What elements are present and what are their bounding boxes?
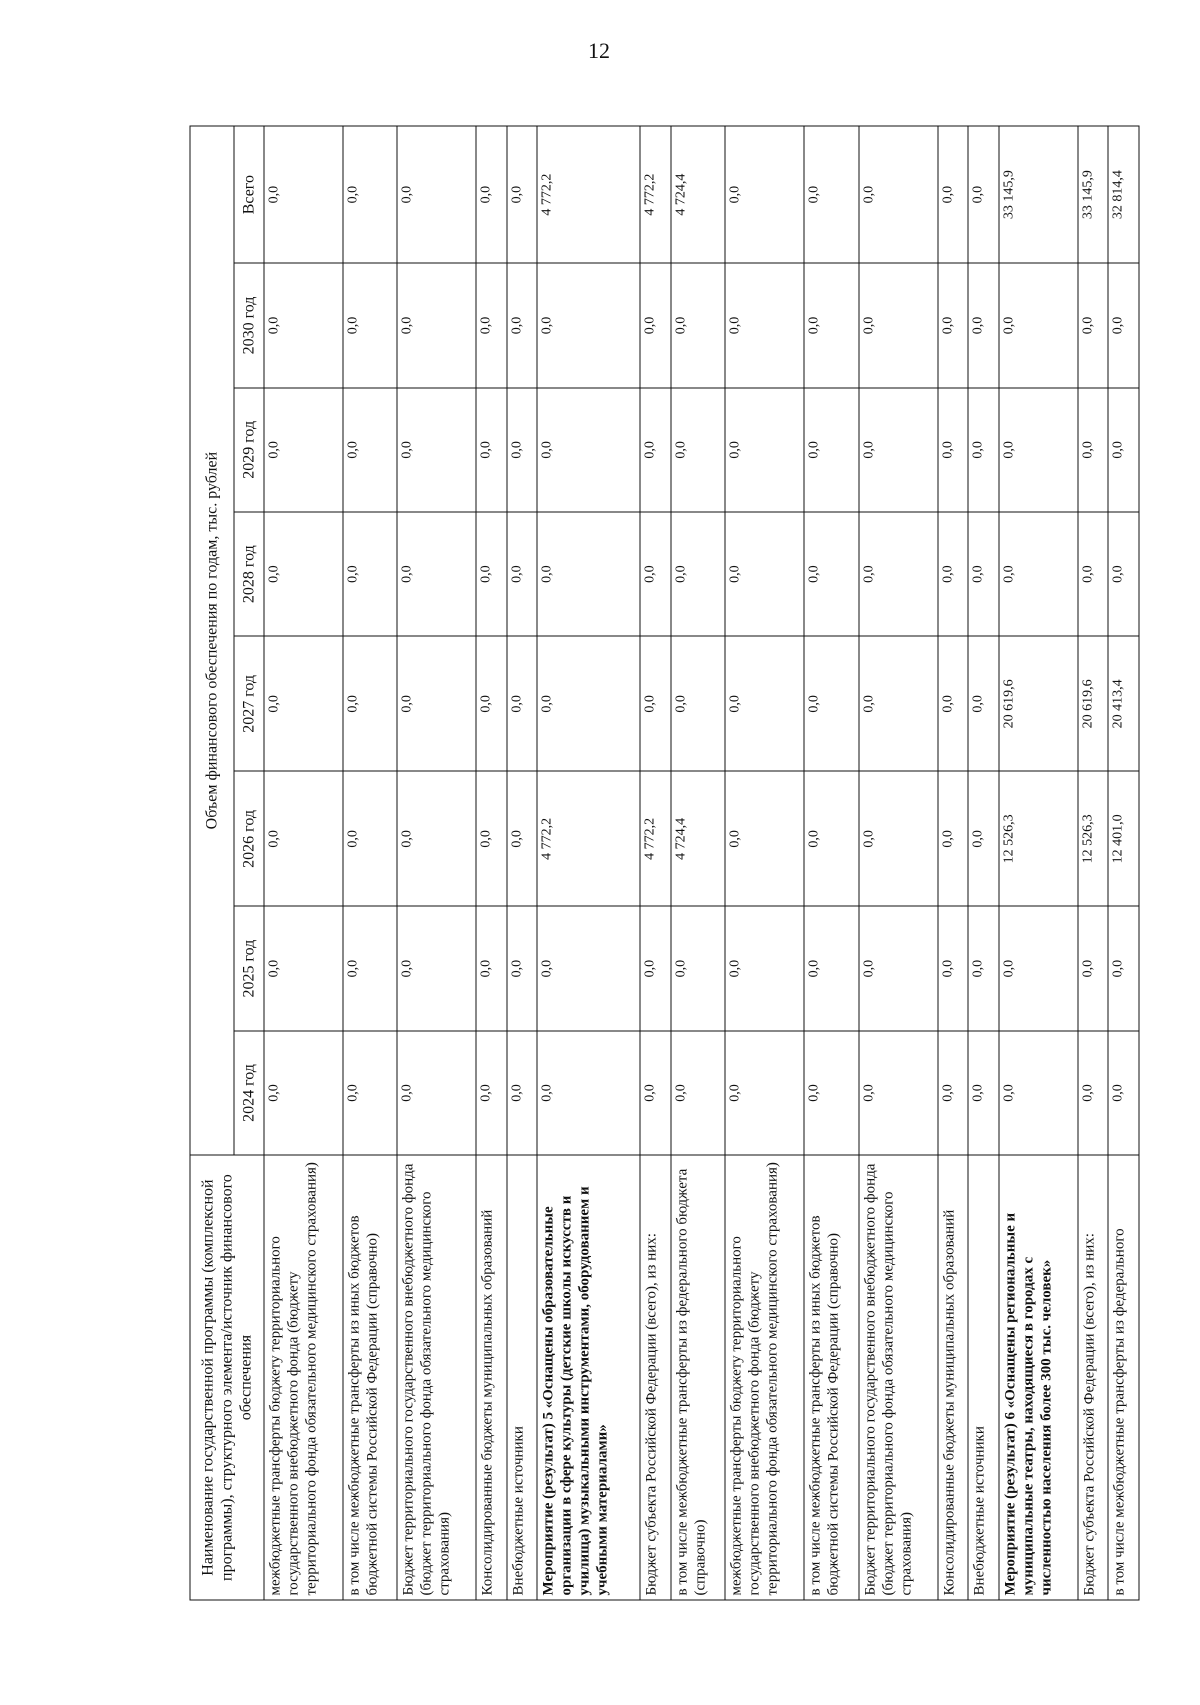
row-value: 0,0 xyxy=(397,906,476,1030)
row-value: 0,0 xyxy=(264,512,343,636)
row-value: 0,0 xyxy=(859,636,938,771)
row-value: 0,0 xyxy=(859,512,938,636)
row-label: Мероприятие (результат) 5 «Оснащены образовательные организации в сфере культуры (детские школы искусств и училища) музыкальными инструментами, оборудованием и учебными материалами» xyxy=(537,1155,640,1600)
row-value: 0,0 xyxy=(343,263,398,387)
row-value: 0,0 xyxy=(476,388,507,512)
row-value: 0,0 xyxy=(859,771,938,906)
row-value: 0,0 xyxy=(999,263,1078,387)
row-value: 0,0 xyxy=(725,636,804,771)
row-value: 12 401,0 xyxy=(1108,771,1139,906)
row-value: 0,0 xyxy=(537,263,640,387)
row-value: 0,0 xyxy=(264,636,343,771)
row-value: 0,0 xyxy=(804,126,859,263)
row-value: 0,0 xyxy=(725,906,804,1030)
row-label: Бюджет субъекта Российской Федерации (всего), из них: xyxy=(640,1155,671,1600)
row-value: 0,0 xyxy=(938,512,969,636)
row-value: 0,0 xyxy=(804,636,859,771)
row-value: 0,0 xyxy=(968,771,999,906)
header-year-4: 2028 год xyxy=(234,512,264,636)
row-value: 0,0 xyxy=(938,388,969,512)
row-value: 20 619,6 xyxy=(1078,636,1109,771)
row-value: 0,0 xyxy=(1108,906,1139,1030)
row-value: 0,0 xyxy=(1108,512,1139,636)
row-label: Бюджет территориального государственного внебюджетного фонда (бюджет территориального фонда обязательного медицинского страхования) xyxy=(397,1155,476,1600)
row-value: 0,0 xyxy=(859,126,938,263)
row-label: Внебюджетные источники xyxy=(968,1155,999,1600)
row-value: 0,0 xyxy=(938,636,969,771)
row-label: Бюджет субъекта Российской Федерации (всего), из них: xyxy=(1078,1155,1109,1600)
row-value: 0,0 xyxy=(968,906,999,1030)
row-value: 0,0 xyxy=(343,1031,398,1155)
row-value: 0,0 xyxy=(671,388,726,512)
row-value: 0,0 xyxy=(476,906,507,1030)
row-value: 0,0 xyxy=(804,1031,859,1155)
row-value: 0,0 xyxy=(264,771,343,906)
row-value: 0,0 xyxy=(999,388,1078,512)
row-value: 0,0 xyxy=(537,636,640,771)
table-row xyxy=(507,126,538,1600)
row-value: 0,0 xyxy=(804,512,859,636)
row-value: 0,0 xyxy=(1078,512,1109,636)
row-value: 0,0 xyxy=(968,263,999,387)
row-value: 0,0 xyxy=(999,512,1078,636)
row-value: 0,0 xyxy=(507,126,538,263)
row-value: 0,0 xyxy=(264,1031,343,1155)
row-value: 0,0 xyxy=(859,1031,938,1155)
row-value: 0,0 xyxy=(264,126,343,263)
row-value: 0,0 xyxy=(343,388,398,512)
row-label: в том числе межбюджетные трансферты из иных бюджетов бюджетной системы Российской Федерации (справочно) xyxy=(804,1155,859,1600)
row-value: 0,0 xyxy=(507,906,538,1030)
row-value: 4 772,2 xyxy=(640,126,671,263)
table-row xyxy=(397,126,476,1600)
header-year-3: 2027 год xyxy=(234,636,264,771)
table-row xyxy=(537,126,640,1600)
row-value: 0,0 xyxy=(640,388,671,512)
row-value: 0,0 xyxy=(640,636,671,771)
header-volume-title: Объем финансового обеспечения по годам, тыс. рублей xyxy=(190,126,234,1155)
row-value: 0,0 xyxy=(938,906,969,1030)
row-value: 0,0 xyxy=(725,388,804,512)
page-number: 12 xyxy=(588,38,610,63)
row-value: 0,0 xyxy=(343,771,398,906)
header-year-2: 2026 год xyxy=(234,771,264,906)
row-value: 0,0 xyxy=(537,1031,640,1155)
financing-table-frame xyxy=(190,126,1140,1601)
row-value: 0,0 xyxy=(640,906,671,1030)
row-value: 33 145,9 xyxy=(1078,126,1109,263)
row-label: межбюджетные трансферты бюджету территориального государственного внебюджетного фонда (бюджету территориального фонда обязательного медицинского страхования) xyxy=(264,1155,343,1600)
header-year-5: 2029 год xyxy=(234,388,264,512)
row-value: 0,0 xyxy=(507,1031,538,1155)
row-value: 4 772,2 xyxy=(640,771,671,906)
row-value: 0,0 xyxy=(640,263,671,387)
row-label: в том числе межбюджетные трансферты из федерального xyxy=(1108,1155,1139,1600)
row-value: 4 724,4 xyxy=(671,126,726,263)
row-value: 0,0 xyxy=(968,512,999,636)
row-value: 0,0 xyxy=(507,388,538,512)
row-value: 0,0 xyxy=(343,906,398,1030)
row-label: межбюджетные трансферты бюджету территориального государственного внебюджетного фонда (бюджету территориального фонда обязательного медицинского страхования) xyxy=(725,1155,804,1600)
row-value: 0,0 xyxy=(640,1031,671,1155)
row-value: 0,0 xyxy=(343,126,398,263)
row-value: 0,0 xyxy=(397,771,476,906)
row-value: 0,0 xyxy=(1108,388,1139,512)
row-value: 0,0 xyxy=(476,263,507,387)
row-value: 20 413,4 xyxy=(1108,636,1139,771)
row-value: 0,0 xyxy=(537,388,640,512)
table-row xyxy=(640,126,671,1600)
table-row xyxy=(671,126,726,1600)
header-year-6: 2030 год xyxy=(234,263,264,387)
header-year-7: Всего xyxy=(234,126,264,263)
financing-table xyxy=(190,126,1140,1601)
row-value: 0,0 xyxy=(725,512,804,636)
row-value: 0,0 xyxy=(264,263,343,387)
row-value: 0,0 xyxy=(968,1031,999,1155)
table-row xyxy=(1078,126,1109,1600)
row-value: 20 619,6 xyxy=(999,636,1078,771)
row-value: 0,0 xyxy=(804,771,859,906)
row-label: Консолидированные бюджеты муниципальных образований xyxy=(476,1155,507,1600)
table-row xyxy=(968,126,999,1600)
row-value: 0,0 xyxy=(476,126,507,263)
row-value: 0,0 xyxy=(725,126,804,263)
row-value: 0,0 xyxy=(725,1031,804,1155)
row-value: 32 814,4 xyxy=(1108,126,1139,263)
row-value: 0,0 xyxy=(938,263,969,387)
row-value: 0,0 xyxy=(537,906,640,1030)
table-row xyxy=(725,126,804,1600)
row-value: 0,0 xyxy=(804,263,859,387)
table-row xyxy=(859,126,938,1600)
table-row xyxy=(804,126,859,1600)
row-value: 4 724,4 xyxy=(671,771,726,906)
row-value: 0,0 xyxy=(507,636,538,771)
header-name-column: Наименование государственной программы (комплексной программы), структурного элемента/источник финансового обеспечения xyxy=(190,1155,264,1600)
row-value: 0,0 xyxy=(725,771,804,906)
row-value: 0,0 xyxy=(343,512,398,636)
row-value: 0,0 xyxy=(1078,388,1109,512)
row-value: 0,0 xyxy=(1078,1031,1109,1155)
row-value: 0,0 xyxy=(397,636,476,771)
row-value: 0,0 xyxy=(671,636,726,771)
row-value: 0,0 xyxy=(507,263,538,387)
row-value: 0,0 xyxy=(671,906,726,1030)
row-label: в том числе межбюджетные трансферты из иных бюджетов бюджетной системы Российской Федерации (справочно) xyxy=(343,1155,398,1600)
row-value: 0,0 xyxy=(476,512,507,636)
row-value: 0,0 xyxy=(671,512,726,636)
row-label: в том числе межбюджетные трансферты из федерального бюджета (справочно) xyxy=(671,1155,726,1600)
table-row xyxy=(938,126,969,1600)
table-row xyxy=(343,126,398,1600)
row-value: 0,0 xyxy=(804,388,859,512)
table-row xyxy=(264,126,343,1600)
row-value: 0,0 xyxy=(507,771,538,906)
row-value: 0,0 xyxy=(1078,263,1109,387)
row-value: 12 526,3 xyxy=(999,771,1078,906)
row-label: Консолидированные бюджеты муниципальных образований xyxy=(938,1155,969,1600)
row-value: 0,0 xyxy=(264,388,343,512)
row-value: 0,0 xyxy=(671,1031,726,1155)
row-value: 0,0 xyxy=(1078,906,1109,1030)
row-value: 0,0 xyxy=(476,636,507,771)
header-year-1: 2025 год xyxy=(234,906,264,1030)
row-value: 0,0 xyxy=(804,906,859,1030)
row-value: 33 145,9 xyxy=(999,126,1078,263)
row-value: 0,0 xyxy=(999,906,1078,1030)
row-value: 4 772,2 xyxy=(537,126,640,263)
row-value: 12 526,3 xyxy=(1078,771,1109,906)
row-value: 0,0 xyxy=(397,126,476,263)
row-value: 0,0 xyxy=(671,263,726,387)
table-row xyxy=(999,126,1078,1600)
row-value: 0,0 xyxy=(537,512,640,636)
row-value: 0,0 xyxy=(859,263,938,387)
row-value: 0,0 xyxy=(938,1031,969,1155)
row-label: Мероприятие (результат) 6 «Оснащены региональные и муниципальные театры, находящиеся в городах с численностью населения более 300 тыс. человек» xyxy=(999,1155,1078,1600)
row-value: 0,0 xyxy=(640,512,671,636)
row-label: Внебюджетные источники xyxy=(507,1155,538,1600)
row-value: 4 772,2 xyxy=(537,771,640,906)
row-value: 0,0 xyxy=(397,512,476,636)
row-value: 0,0 xyxy=(725,263,804,387)
row-value: 0,0 xyxy=(476,1031,507,1155)
row-label: Бюджет территориального государственного внебюджетного фонда (бюджет территориального фонда обязательного медицинского страхования) xyxy=(859,1155,938,1600)
row-value: 0,0 xyxy=(938,126,969,263)
row-value: 0,0 xyxy=(999,1031,1078,1155)
row-value: 0,0 xyxy=(264,906,343,1030)
table-row xyxy=(476,126,507,1600)
row-value: 0,0 xyxy=(968,126,999,263)
row-value: 0,0 xyxy=(859,906,938,1030)
row-value: 0,0 xyxy=(507,512,538,636)
row-value: 0,0 xyxy=(1108,263,1139,387)
row-value: 0,0 xyxy=(1108,1031,1139,1155)
row-value: 0,0 xyxy=(938,771,969,906)
header-year-0: 2024 год xyxy=(234,1031,264,1155)
row-value: 0,0 xyxy=(397,263,476,387)
row-value: 0,0 xyxy=(397,388,476,512)
row-value: 0,0 xyxy=(343,636,398,771)
row-value: 0,0 xyxy=(968,388,999,512)
row-value: 0,0 xyxy=(476,771,507,906)
row-value: 0,0 xyxy=(859,388,938,512)
row-value: 0,0 xyxy=(397,1031,476,1155)
row-value: 0,0 xyxy=(968,636,999,771)
table-row xyxy=(1108,126,1139,1600)
